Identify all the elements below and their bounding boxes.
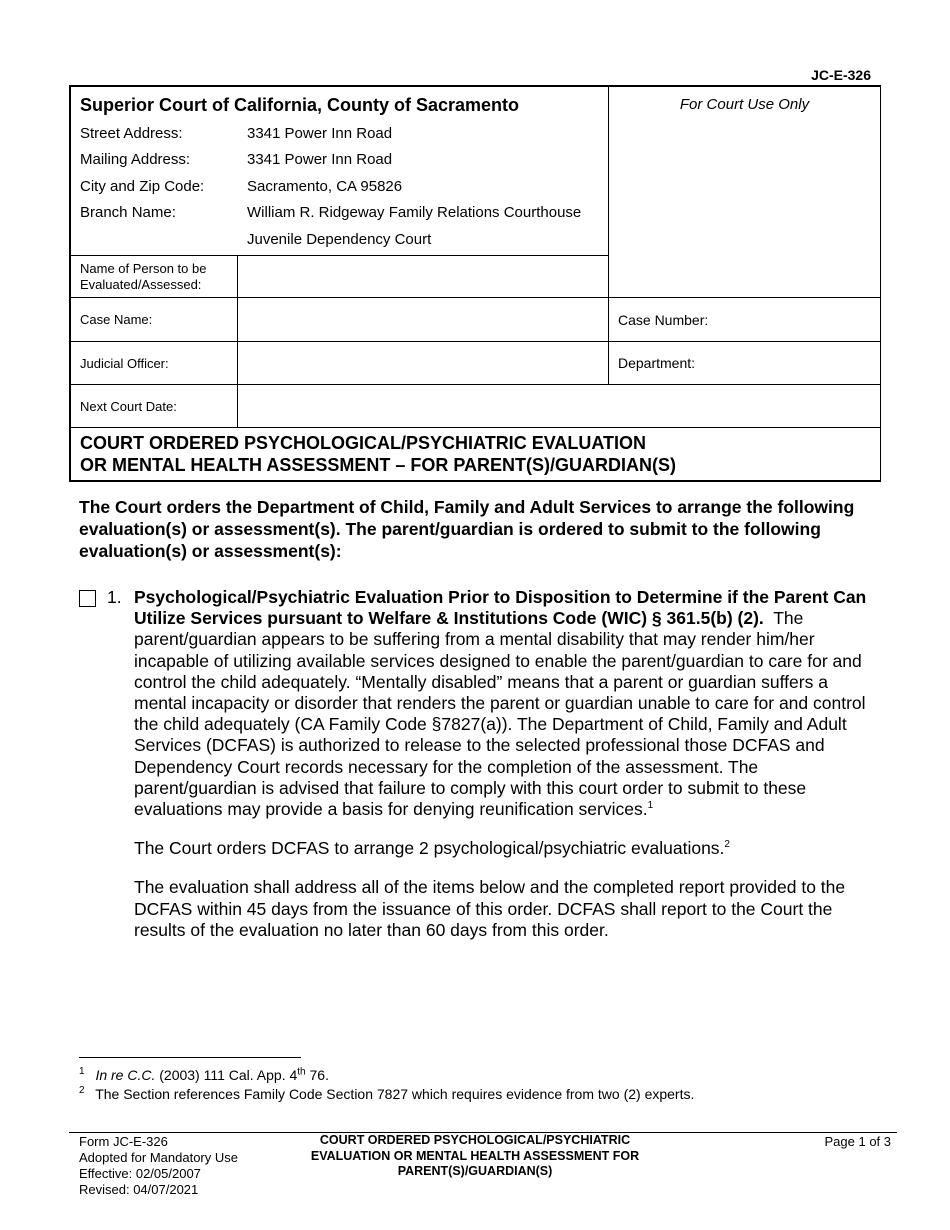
person-label-cell [71, 256, 238, 298]
footnote-number: 1 [79, 1066, 85, 1078]
page-number: Page 1 of 3 [824, 1134, 891, 1149]
next-court-date-field[interactable] [238, 385, 881, 428]
item-1-para2 [134, 838, 879, 859]
footnote-sup: th [297, 1066, 306, 1078]
footnote-number: 2 [79, 1085, 85, 1097]
address-label: City and Zip Code: [80, 177, 205, 195]
address-value: Sacramento, CA 95826 [247, 177, 403, 195]
item-1 [79, 587, 879, 941]
address-row [71, 120, 608, 147]
footnote-text: (2003) 111 Cal. App. 4 [155, 1067, 298, 1083]
footnote-1 [79, 1066, 879, 1085]
form-title-cell [71, 428, 881, 481]
address-label: Mailing Address: [80, 151, 191, 169]
judicial-officer-field[interactable] [238, 342, 609, 385]
item-1-para2-text: The Court orders DCFAS to arrange 2 psychological/psychiatric evaluations. [134, 838, 725, 859]
form-title-line2: OR MENTAL HEALTH ASSESSMENT – FOR PARENT(S)/GUARDIAN(S) [80, 455, 677, 475]
footer-title-line: COURT ORDERED PSYCHOLOGICAL/PSYCHIATRIC [319, 1133, 631, 1147]
address-row [71, 200, 608, 227]
item-1-body: The parent/guardian appears to be suffering from a mental disability that may render him/her incapable of utilizing available services designed to enable the parent/guardian to care for and control the child adequately. “Mentally disabled” means that a parent or guardian suffers a mental incapacity or disorder that renders the parent or guardian unable to care for and control the child adequately (CA Family Code §7827(a)). The Department of Child, Family and Adult Services (DCFAS) is authorized to release to the selected professional those DCFAS and Dependency Court records necessary for the completion of the assessment. The parent/guardian is advised that failure to comply with this court order to submit to these evaluations may provide a basis for denying reunification services. [134, 608, 866, 820]
court-use-label: For Court Use Only [679, 96, 810, 113]
court-use-cell [609, 87, 881, 298]
footer-title-line: EVALUATION OR MENTAL HEALTH ASSESSMENT FOR [310, 1148, 640, 1163]
footnote-case-name: In re C.C. [95, 1067, 156, 1083]
address-row [71, 147, 608, 174]
footnote-divider [79, 1057, 301, 1058]
footnote-2 [79, 1085, 879, 1104]
address-label: Street Address: [80, 124, 183, 142]
footnotes [79, 1066, 879, 1104]
form-id: JC-E-326 [811, 67, 871, 83]
item-1-heading: Psychological/Psychiatric Evaluation Prior to Disposition to Determine if the Parent Can Utilize Services pursuant to Welfare & Institutions Code (WIC) § 361.5(b) (2). [134, 587, 867, 629]
footer-line: Effective: 02/05/2007 [79, 1166, 201, 1181]
address-value: William R. Ridgeway Family Relations Courthouse [247, 204, 582, 222]
footer-line: Adopted for Mandatory Use [79, 1150, 238, 1165]
address-value: 3341 Power Inn Road [247, 151, 393, 169]
item-1-number: 1. [107, 587, 122, 607]
item-1-checkbox[interactable] [79, 590, 96, 607]
judicial-officer-label: Judicial Officer: [80, 355, 169, 371]
form-title-line1: COURT ORDERED PSYCHOLOGICAL/PSYCHIATRIC EVALUATION [80, 433, 647, 453]
footnote-ref-2: 2 [724, 839, 730, 851]
intro-paragraph: The Court orders the Department of Child, Family and Adult Services to arrange the following evaluation(s) or assessment(s). The parent/guardian is ordered to submit to the following evaluation(s) or assessment(s): [79, 497, 855, 561]
department-label: Department: [618, 355, 696, 371]
court-name: Superior Court of California, County of Sacramento [80, 95, 520, 115]
footer-line: Revised: 04/07/2021 [79, 1182, 199, 1197]
footer-title-line: PARENT(S)/GUARDIAN(S) [397, 1164, 553, 1178]
case-name-field[interactable] [238, 298, 609, 342]
case-name-label: Case Name: [80, 312, 153, 327]
address-value: 3341 Power Inn Road [247, 124, 393, 142]
person-name-field[interactable] [238, 256, 609, 298]
footnote-text: 76. [305, 1067, 329, 1083]
footer-title [270, 1133, 680, 1180]
case-number-label: Case Number: [618, 311, 709, 328]
address-label: Branch Name: [80, 204, 176, 222]
footer-line: Form JC-E-326 [79, 1134, 168, 1149]
form-title [71, 428, 880, 480]
address-value: Juvenile Dependency Court [247, 230, 432, 248]
item-1-text [134, 587, 879, 820]
court-info-cell [71, 87, 609, 256]
department-field[interactable] [609, 342, 881, 385]
address-row [71, 226, 608, 253]
address-row [71, 173, 608, 200]
case-number-field[interactable] [609, 298, 881, 342]
footnote-ref-1: 1 [647, 800, 654, 812]
next-court-date-label: Next Court Date: [80, 398, 177, 414]
person-label-line2: Evaluated/Assessed: [80, 276, 202, 292]
footnote-text: The Section references Family Code Section 7827 which requires evidence from two (2) experts. [95, 1086, 695, 1102]
item-1-para3: The evaluation shall address all of the items below and the completed report provided to the DCFAS within 45 days from the issuance of this order. DCFAS shall report to the Court the results of the evaluation no later than 60 days from this order. [134, 877, 846, 940]
footer-form-info [79, 1134, 238, 1198]
person-label-line1: Name of Person to be [80, 260, 207, 276]
header-table [69, 85, 881, 482]
